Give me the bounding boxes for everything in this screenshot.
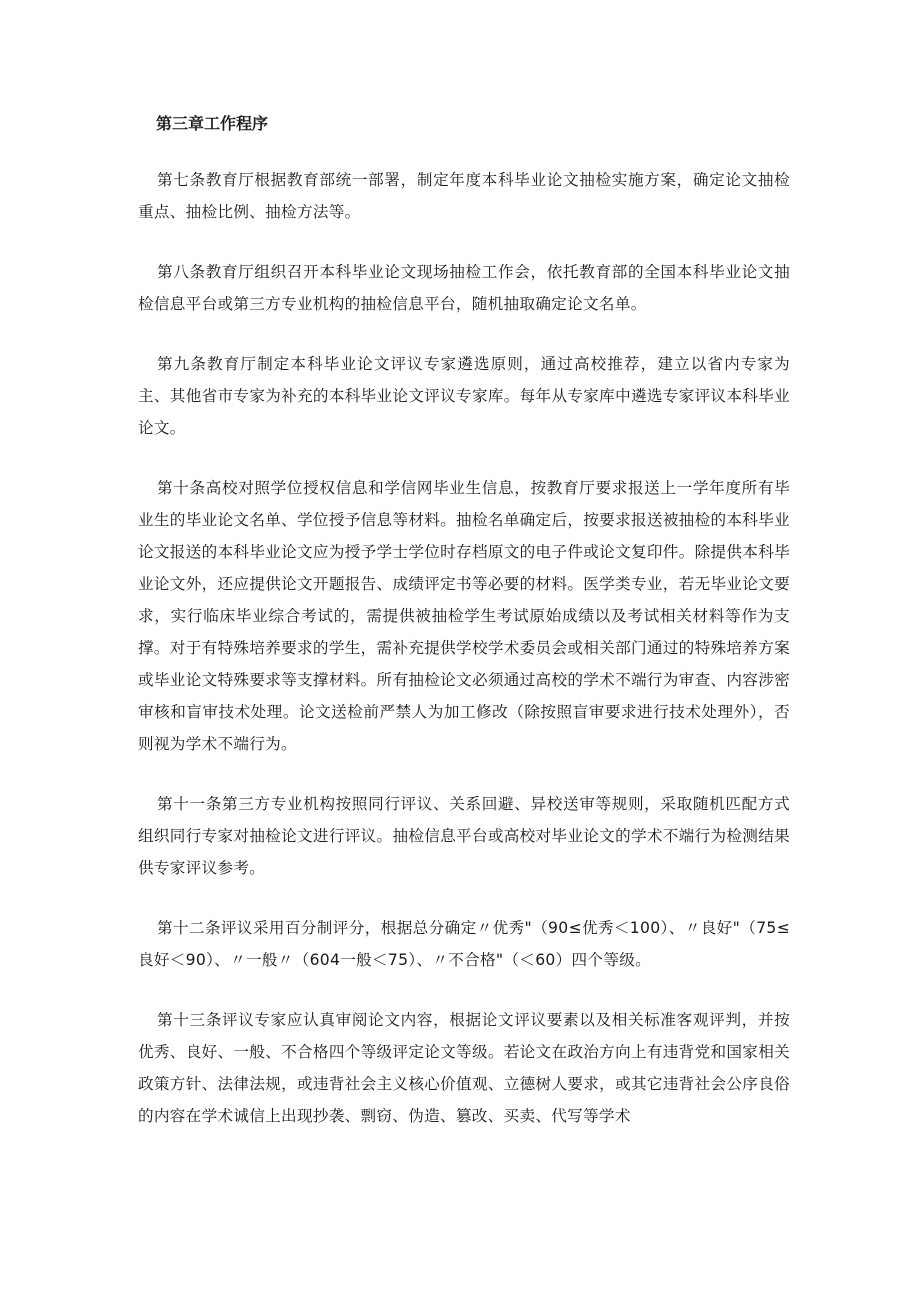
- article-7: 第七条教育厅根据教育部统一部署，制定年度本科毕业论文抽检实施方案，确定论文抽检重点、抽检比例、抽检方法等。: [138, 171, 790, 221]
- chapter-title: 第三章工作程序: [156, 114, 269, 133]
- document-page: [138, 100, 790, 1132]
- article-12: 第十二条评议采用百分制评分，根据总分确定〃优秀"（90≤优秀＜100）、〃良好"（75≤良好＜90）、〃一般〃（604一般＜75）、〃不合格"（＜60）四个等级。: [138, 919, 790, 969]
- article-13: 第十三条评议专家应认真审阅论文内容，根据论文评议要素以及相关标准客观评判，并按优秀、良好、一般、不合格四个等级评定论文等级。若论文在政治方向上有违背党和国家相关政策方针、法律法规，或违背社会主义核心价值观、立德树人要求，或其它违背社会公序良俗的内容在学术诚信上出现抄袭、剽窃、伪造、篡改、买卖、代写等学术: [138, 1011, 790, 1125]
- article-8: 第八条教育厅组织召开本科毕业论文现场抽检工作会，依托教育部的全国本科毕业论文抽检信息平台或第三方专业机构的抽检信息平台，随机抽取确定论文名单。: [138, 263, 790, 313]
- article-11: 第十一条第三方专业机构按照同行评议、关系回避、异校送审等规则，采取随机匹配方式组织同行专家对抽检论文进行评议。抽检信息平台或高校对毕业论文的学术不端行为检测结果供专家评议参考。: [138, 795, 790, 877]
- article-10: 第十条高校对照学位授权信息和学信网毕业生信息，按教育厅要求报送上一学年度所有毕业生的毕业论文名单、学位授予信息等材料。抽检名单确定后，按要求报送被抽检的本科毕业论文报送的本科毕业论文应为授予学士学位时存档原文的电子件或论文复印件。除提供本科毕业论文外，还应提供论文开题报告、成绩评定书等必要的材料。医学类专业，若无毕业论文要求，实行临床毕业综合考试的，需提供被抽检学生考试原始成绩以及考试相关材料等作为支撑。对于有特殊培养要求的学生，需补充提供学校学术委员会或相关部门通过的特殊培养方案或毕业论文特殊要求等支撑材料。所有抽检论文必须通过高校的学术不端行为审查、内容涉密审核和盲审技术处理。论文送检前严禁人为加工修改（除按照盲审要求进行技术处理外），否则视为学术不端行为。: [138, 479, 790, 753]
- article-9: 第九条教育厅制定本科毕业论文评议专家遴选原则，通过高校推荐，建立以省内专家为主、其他省市专家为补充的本科毕业论文评议专家库。每年从专家库中遴选专家评议本科毕业论文。: [138, 355, 790, 437]
